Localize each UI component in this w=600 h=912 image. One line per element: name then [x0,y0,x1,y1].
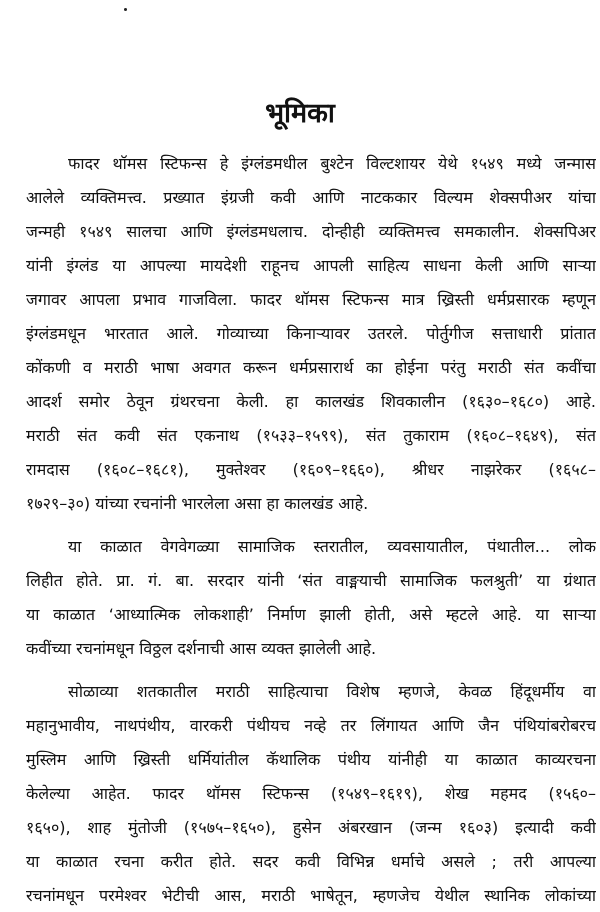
paragraph-3-line-2: महानुभावीय, नाथपंथीय, वारकरी पंथीयच नव्हे तर लिंगायत आणि जैन पंथियांबरोबरच [26,716,596,735]
page-mark [124,8,127,11]
paragraph-1-line-6: इंग्लंडमधून भारतात आले. गोव्याच्या किनाऱ्यावर उतरले. पोर्तुगीज सत्ताधारी प्रांतात [26,324,596,343]
paragraph-3-line-7: रचनांमधून परमेश्वर भेटीची आस, मराठी भाषेतून, म्हणजेच येथील स्थानिक लोकांच्या [26,886,596,905]
paragraph-1-line-2: आलेले व्यक्तिमत्त्व. प्रख्यात इंग्रजी कवी आणि नाटककार विल्यम शेक्सपीअर यांचा [26,188,596,207]
paragraph-2-line-2: लिहीत होते. प्रा. गं. बा. सरदार यांनी ‘संत वाङ्मयाची सामाजिक फलश्रुती’ या ग्रंथात [26,571,596,590]
paragraph-1-line-3: जन्मही १५४९ सालचा आणि इंग्लंडमधलाच. दोन्हीही व्यक्तिमत्त्व समकालीन. शेक्सपिअर [26,222,596,241]
paragraph-1-line-8: आदर्श समोर ठेवून ग्रंथरचना केली. हा कालखंड शिवकालीन (१६३०–१६८०) आहे. [26,392,596,411]
paragraph-3-line-6: या काळात रचना करीत होते. सदर कवी विभिन्न धर्माचे असले ; तरी आपल्या [26,852,596,871]
paragraph-3-line-3: मुस्लिम आणि ख्रिस्ती धर्मियांतील कॅथालिक पंथीय यांनीही या काळात काव्यरचना [26,750,596,769]
paragraph-2-line-3: या काळात ‘आध्यात्मिक लोकशाही’ निर्माण झाली होती, असे म्हटले आहे. या साऱ्या [26,605,596,624]
paragraph-1-line-7: कोंकणी व मराठी भाषा अवगत करून धर्मप्रसारार्थ का होईना परंतु मराठी संत कवींचा [26,358,596,377]
paragraph-2-line-1: या काळात वेगवेगळ्या सामाजिक स्तरातील, व्यवसायातील, पंथातील... लोक [68,537,596,556]
paragraph-1-line-1: फादर थॉमस स्टिफन्स हे इंग्लंडमधील बुश्टेन विल्टशायर येथे १५४९ मध्ये जन्मास [68,154,596,173]
page-title: भूमिका [265,98,335,129]
paragraph-3-line-5: १६५०), शाह मुंतोजी (१५७५–१६५०), हुसेन अंबरखान (जन्म १६०३) इत्यादी कवी [26,818,596,837]
paragraph-1-line-9: मराठी संत कवी संत एकनाथ (१५३३–१५९९), संत तुकाराम (१६०८–१६४९), संत [26,426,596,445]
paragraph-1-line-4: यांनी इंग्लंड या आपल्या मायदेशी राहूनच आपली साहित्य साधना केली आणि साऱ्या [26,256,596,275]
paragraph-1-line-11: १७२९–३०) यांच्या रचनांनी भारलेला असा हा कालखंड आहे. [26,494,369,513]
paragraph-1-line-5: जगावर आपला प्रभाव गाजविला. फादर थॉमस स्टिफन्स मात्र ख्रिस्ती धर्मप्रसारक म्हणून [26,290,596,309]
paragraph-3-line-4: केलेल्या आहेत. फादर थॉमस स्टिफन्स (१५४९–१६१९), शेख महमद (१५६०– [26,784,596,803]
paragraph-3-line-1: सोळाव्या शतकातील मराठी साहित्याचा विशेष म्हणजे, केवळ हिंदूधर्मीय वा [68,682,596,701]
paragraph-2-line-4: कवींच्या रचनांमधून विठ्ठल दर्शनाची आस व्यक्त झालेली आहे. [26,639,377,658]
paragraph-1-line-10: रामदास (१६०८–१६८१), मुक्तेश्वर (१६०९–१६६०), श्रीधर नाझरेकर (१६५८– [26,460,596,479]
